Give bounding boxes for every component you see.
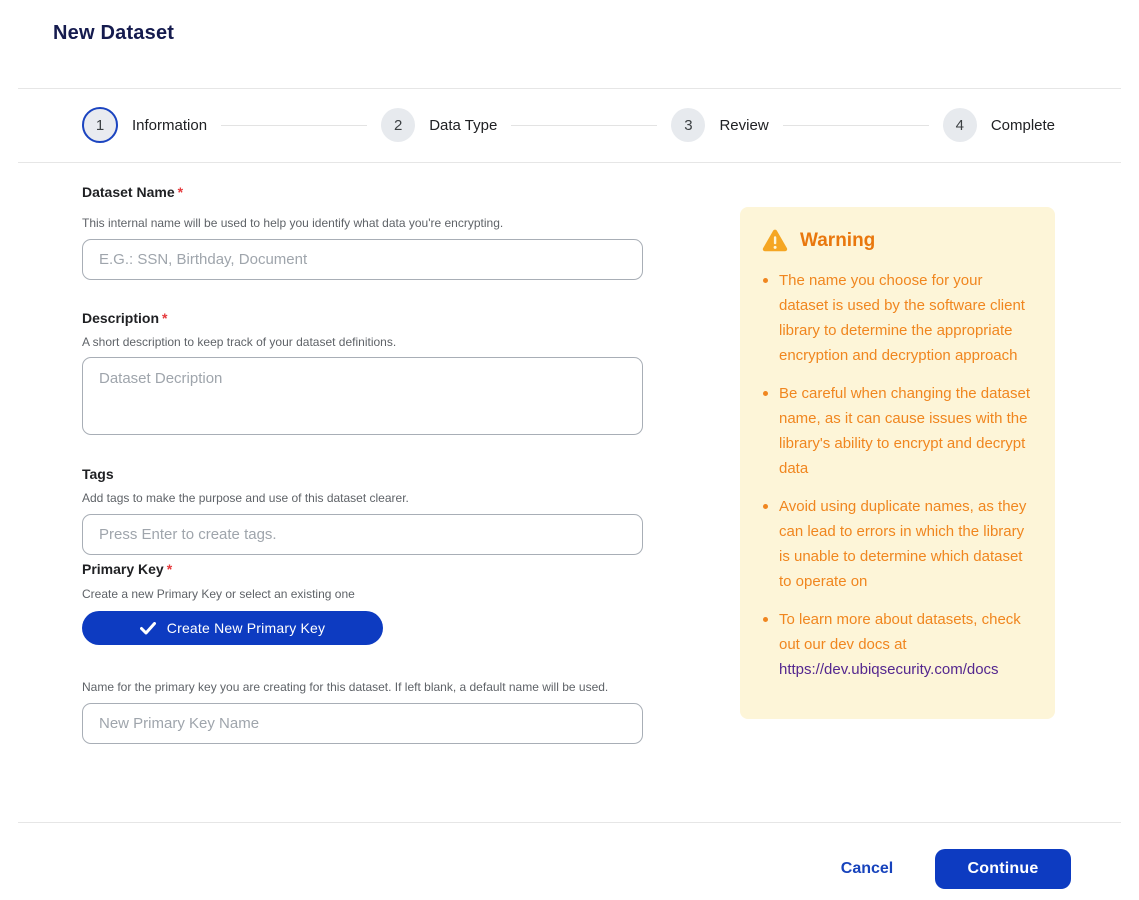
warning-title: Warning — [800, 229, 876, 251]
warning-triangle-icon — [762, 229, 788, 252]
warning-item: The name you choose for your dataset is used by the software client library to determine the appropriate encryption and decryption approach — [762, 268, 1031, 368]
step-complete[interactable] — [943, 108, 1055, 142]
step-2-circle: 2 — [381, 108, 415, 142]
step-connector — [783, 125, 929, 126]
step-1-circle: 1 — [82, 107, 118, 143]
step-information[interactable] — [82, 107, 207, 143]
primary-key-helper: Create a new Primary Key or select an existing one — [82, 587, 355, 601]
primary-key-label-text: Primary Key — [82, 561, 164, 577]
step-review[interactable] — [671, 108, 768, 142]
warning-list — [762, 268, 1031, 682]
divider-stepper-bottom — [18, 162, 1121, 163]
step-3-label: Review — [719, 116, 769, 134]
step-connector — [221, 125, 367, 126]
step-2-label: Data Type — [429, 116, 498, 134]
step-4-circle: 4 — [943, 108, 977, 142]
step-data-type[interactable] — [381, 108, 497, 142]
step-3-circle: 3 — [671, 108, 705, 142]
tags-label: Tags — [82, 466, 114, 482]
required-asterisk: * — [162, 310, 168, 326]
divider-top — [18, 88, 1121, 89]
dataset-name-label — [82, 184, 183, 200]
step-connector — [511, 125, 657, 126]
warning-item: Be careful when changing the dataset name, as it can cause issues with the library's ability to encrypt and decrypt data — [762, 381, 1031, 481]
dataset-name-helper: This internal name will be used to help you identify what data you're encrypting. — [82, 216, 504, 230]
warning-panel — [740, 207, 1055, 719]
description-helper: A short description to keep track of your dataset definitions. — [82, 335, 397, 349]
warning-docs-text: To learn more about datasets, check out our dev docs at — [779, 611, 1021, 653]
divider-footer — [18, 822, 1121, 823]
description-textarea[interactable] — [82, 357, 643, 435]
primary-key-name-helper: Name for the primary key you are creating for this dataset. If left blank, a default name will be used. — [82, 680, 609, 694]
checkmark-icon — [140, 622, 156, 635]
tags-helper: Add tags to make the purpose and use of this dataset clearer. — [82, 491, 409, 505]
dev-docs-link[interactable]: https://dev.ubiqsecurity.com/docs — [779, 661, 999, 678]
create-new-primary-key-button[interactable] — [82, 611, 383, 645]
page-title: New Dataset — [53, 22, 175, 44]
warning-item-docs — [762, 607, 1031, 682]
description-label-text: Description — [82, 310, 160, 326]
dataset-name-input[interactable] — [82, 239, 643, 280]
required-asterisk: * — [177, 184, 184, 200]
warning-item: Avoid using duplicate names, as they can lead to errors in which the library is unable to determine which dataset to operate on — [762, 494, 1031, 594]
stepper — [82, 104, 1055, 146]
dataset-name-label-text: Dataset Name — [82, 184, 175, 200]
step-4-label: Complete — [990, 116, 1056, 134]
primary-key-name-input[interactable] — [82, 703, 643, 744]
cancel-button[interactable]: Cancel — [822, 850, 912, 888]
create-new-primary-key-label: Create New Primary Key — [166, 620, 326, 636]
description-label — [82, 310, 167, 326]
warning-header — [762, 229, 1031, 252]
continue-button[interactable]: Continue — [935, 849, 1071, 889]
required-asterisk: * — [166, 561, 173, 577]
primary-key-label — [82, 561, 172, 577]
tags-input[interactable] — [82, 514, 643, 555]
step-1-label: Information — [132, 116, 208, 134]
